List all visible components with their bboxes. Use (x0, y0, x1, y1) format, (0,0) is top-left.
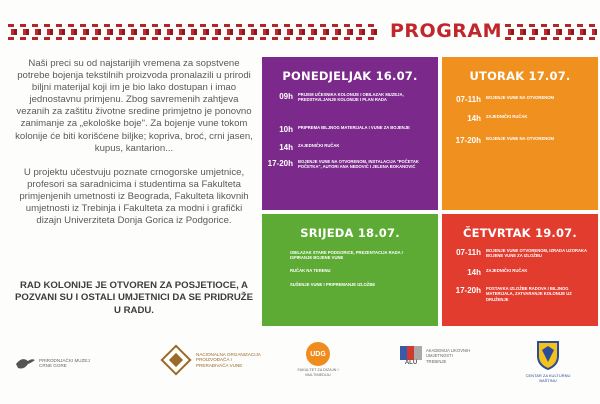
schedule-item (262, 125, 434, 134)
schedule-text: PRIPREMA BILJNOG MATERIJALA I VUNE ZA BOJENJE (298, 125, 410, 130)
schedule-item (442, 95, 594, 104)
schedule-text: BOJENJE VUNE NA OTVORENOM (486, 95, 555, 100)
schedule-tuesday (442, 57, 598, 210)
folk-pattern-right (505, 24, 597, 40)
logo-label: CENTAR ZA KULTURNU BAŠTINU (525, 373, 571, 384)
schedule-item (262, 159, 434, 170)
intro-paragraph-1: Naši preci su od najstarijih vremena za sopstvene potrebe bojenja tekstilnih proizvoda pronalazili u prirodi biljni materijal koji im je bio lako dostupan i imao jednostavnu primjenu. Zbog savremenih zahtjeva vezanih za zaštitu životne sredine primjetno je ponovno zanimanje za „ekološke boje". Za bojenje vune tokom kolonije će biti korišćene biljke; kopriva, broć, crni jasen, kupus, kantarion... (15, 58, 253, 154)
schedule-time: 17-20h (455, 136, 481, 145)
logo-natural-history-museum (14, 352, 99, 374)
ornament-icon (160, 344, 192, 376)
logo-alu (400, 346, 474, 366)
flag-icon (400, 346, 422, 360)
schedule-text: ZAJEDNIČKI RUČAK (486, 268, 528, 273)
schedule-time: 07-11h (456, 95, 481, 104)
schedule-thursday (442, 214, 598, 326)
schedule-item (442, 248, 594, 259)
schedule-wednesday (262, 214, 438, 326)
schedule-item (442, 136, 594, 145)
logo-label: FAKULTET ZA DIZAJN I MULTIMEDIJU (297, 368, 339, 378)
schedule-time: 10h (279, 125, 293, 134)
schedule-time: 09h (279, 92, 293, 101)
schedule-text: PRIJEM UČESNIKA KOLONIJE I OBILAZAK MUZEJA, PREDSTAVLJANJE KOLONIJE I PLAN RADA (298, 92, 404, 103)
day-heading: UTORAK 17.07. (469, 69, 571, 83)
schedule-time: 14h (279, 143, 293, 152)
schedule-text: OBILAZAK STARE PODGORICE, PREZENTACIJA RADA I ISPIRANJE BOJENE VUNE (290, 250, 403, 261)
logo-label: PRIRODNJAČKI MUZEJ CRNE GORE (39, 357, 90, 368)
schedule-text: BOJENJE VUNE OTVORENOM, IZRADA UZORAKA BOJENE VUNE ZA IZLOŽBU (486, 248, 587, 259)
schedule-text: BOJENJE VUNE NA OTVORENOM (486, 136, 555, 141)
day-heading: SRIJEDA 18.07. (300, 226, 400, 240)
schedule-text: BOJENJE VUNE NA OTVORENOM, INSTALACIJA "POČETAK POČETKA", AUTORI ANA NEDOVIĆ I JELENA BOKANOVIĆ (298, 159, 419, 170)
schedule-item (442, 114, 594, 123)
open-invitation-note: RAD KOLONIJE JE OTVOREN ZA POSJETIOCE, A POZVANI SU I OSTALI UMJETNICI DA SE PRIDRUŽE U RADU. (14, 280, 254, 316)
schedule-item (262, 92, 434, 103)
logo-label: AKADEMIJA LIKOVNIH UMJETNOSTI TREBINJE (426, 347, 471, 364)
folk-pattern-left (8, 24, 378, 40)
schedule-time: 17-20h (455, 286, 481, 295)
schedule-text: RUČAK NA TERENU (290, 268, 331, 273)
schedule-text: SUŠENJE VUNE I PRIPREMANJE IZLOŽBE (290, 282, 376, 287)
program-title: PROGRAM (390, 20, 503, 42)
schedule-text: ZAJEDNIČKI RUČAK (486, 114, 528, 119)
logo-wool-organization (160, 344, 262, 376)
day-heading: ČETVRTAK 19.07. (463, 226, 577, 240)
schedule-text: POSTAVKA IZLOŽBE RADOVA I BILJNOG MATERIJALA, ZATVARANJE KOLONIJE UZ DRUŽENJE (486, 286, 572, 302)
schedule-item (442, 286, 594, 302)
schedule-monday (262, 57, 438, 210)
schedule-item (442, 268, 594, 277)
intro-text (14, 58, 254, 239)
schedule-text: ZAJEDNIČKI RUČAK (298, 143, 340, 148)
schedule-time: 14h (467, 268, 481, 277)
logo-heritage-center (520, 340, 576, 384)
shield-icon (536, 340, 560, 370)
schedule-time: 17-20h (267, 159, 293, 168)
day-heading: PONEDJELJAK 16.07. (282, 69, 418, 83)
schedule-item (262, 143, 434, 152)
schedule-time: 07-11h (456, 248, 481, 257)
logo-label: NACIONALNA ORGANIZACIJA PROIZVOĐAČA I PRERAĐIVAČA VUNE (196, 351, 261, 368)
alu-letters: ALU (404, 360, 418, 366)
schedule-time: 14h (467, 114, 481, 123)
intro-paragraph-2: U projektu učestvuju poznate crnogorske umjetnice, profesori sa saradnicima i studentima sa Fakulteta primjenjenih umetnosti iz Beograda, Fakulteta likovnih umjetnosti iz Trebinja i Fakulteta za modni i grafički dizajn Univerziteta Donja Gorica iz Podgorice. (19, 166, 249, 227)
bird-icon (14, 352, 36, 374)
partner-logos (0, 340, 600, 400)
logo-udg (296, 342, 340, 379)
udg-badge: UDG (306, 342, 330, 366)
